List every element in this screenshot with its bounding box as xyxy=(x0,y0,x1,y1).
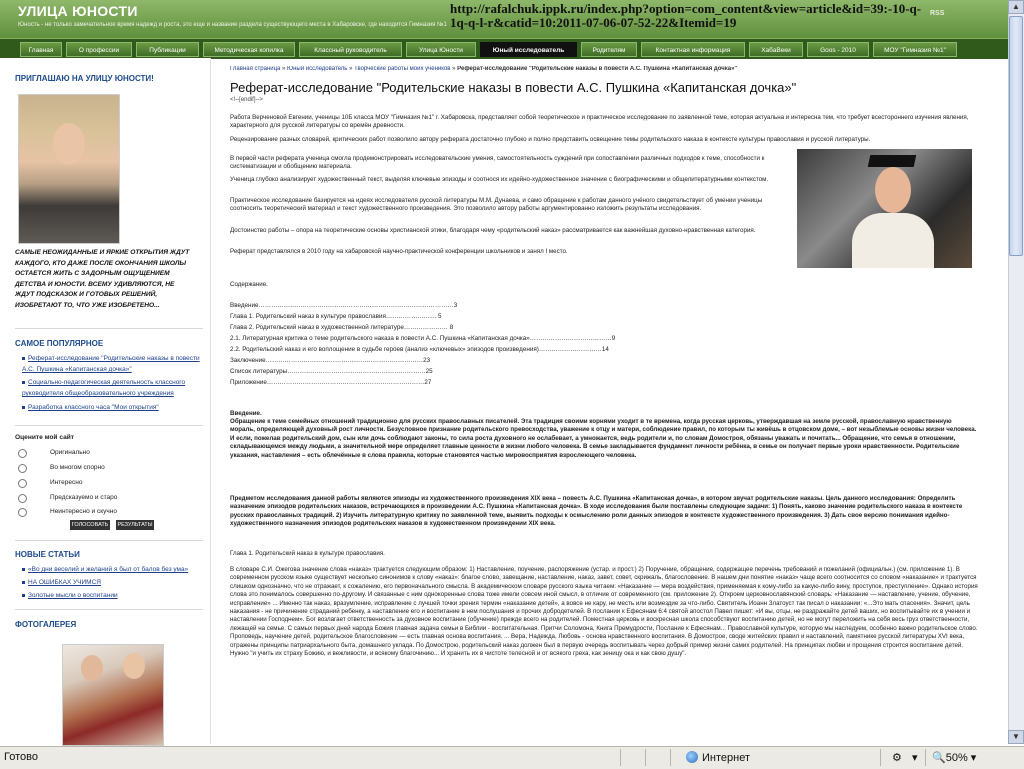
portrait-face xyxy=(53,123,85,165)
globe-icon xyxy=(686,751,698,763)
breadcrumb-item[interactable]: Юный исследователь xyxy=(287,66,348,72)
rss-label[interactable]: RSS xyxy=(930,10,945,17)
new-article-link-2[interactable]: НА ОШИБКАХ УЧИМСЯ xyxy=(22,577,202,588)
scrollbar-thumb[interactable] xyxy=(1009,16,1023,256)
invite-heading: ПРИГЛАШАЮ НА УЛИЦУ ЮНОСТИ! xyxy=(15,74,154,83)
new-articles-heading: НОВЫЕ СТАТЬИ xyxy=(15,550,80,559)
article-title: Реферат-исследование "Родительские наказы в повести А.С. Пушкина «Капитанская дочка»" xyxy=(230,80,797,95)
divider xyxy=(620,749,621,766)
sidebar-quote: САМЫЕ НЕОЖИДАННЫЕ И ЯРКИЕ ОТКРЫТИЯ ЖДУТ КАЖДОГО, КТО ДАЖЕ ПОСЛЕ ОКОНЧАНИЯ ШКОЛЫ ОСТАЕТСЯ ЖИТЬ С ЗАДОРНЫМ ОЩУЩЕНИЕМ ДЕТСТВА И ЮНОСТИ. ВСЕМУ УДИВЛЯЮТСЯ, НЕ ЖДУТ ПОДСКАЗОК И ГОТОВЫХ РЕШЕНИЙ, ИЗОБРЕТАЮТ ТО, ЧТО УЖЕ ИЗОБРЕТЕНО... xyxy=(15,249,190,309)
chapter-text: В словаре С.И. Ожегова значение слова «наказ» трактуется следующим образом: 1) Наставление, поучение, распоряжение (устар. и прост.) 2) Поручение, обращение, содержащее перечень требований и пожеланий (официальн.) (см. приложение 1). В современном русском языке существует несколько синонимов к слову «наказ»: благое слово, завещание, наставление, наказ, завет, совет, скрижаль, благословение. В нашем дни понятие «наказ» чаще всего соотносится со словом «наказание» и трактуется слишком однозначно, что не отражает, к сожалению, его первоначального смысла. В академическом словаре русского языка читаем: «Наказание — мера воздействия, применяемая к кому-либо за какую-либо вину, проступок, преступление». Однако история слова это понималось совершенно по-другому. И связанные с ним однокоренные слова тоже имели совсем иной смысл, в отличие от современного (см. приложение 2). Откроем церковнославянский словарь: «Наказание — наставление, учение, обучение, исправление» ... Именно так наказ, вразумление, исправление с лучшей точки зрения термин «наказание детей», а вовсе не кару, не месть или возмездие за что-либо. Святитель Иоанн Златоуст так писал о наказании: «...Это мать спасения». Значит, цель наказания - не причинение страданий ребенку, а наставление его и воспитание в нем послушания и прочих добродетелей. В послании к Ефесянам 6:4 святой апостол Павел пишет: «И вы, отцы, не раздражайте детей ваших, но воспитывайте их в учении и наставлении Господнем». Бог возлагает ответственность за духовное воспитание (обучение) прежде всего на родителей. Поместная церковь и воскресная школа способствуют воспитанию детей, но не могут переложить на себя весь груз ответственности, лежащей на семье. С самых первых дней народа Божия главная задача семьи в Библии - воспитательная. Притчи Соломона, Книга Премудрости, Послание к Ефесянам... Православной культуре, которую мы наследуем, особенно важно родительское слово. Проповедь, научение детей, родительское благословение — есть главная основа воспитания. ... Вера, Надежда, Любовь - основа нравственного воспитания. В Домострое, своде житейских правил и наставлений, памятнике русской литературы XVI века, отражены принципы патриархального быта, домашнего уклада. По Домострою, родительский наказ должен был в первую очередь воспитывать через добрый пример жизни самих родителей. На принципах любви и прощения строится воспитание детей. Нужно "и учить их страху Божию, и вежливости, и всякому благочинию... И хранить их в чистоте телесной и от всякого греха, как зеницу ока и как свою душу". xyxy=(230,566,978,658)
main-nav xyxy=(0,38,1024,59)
research-goal-text: Предметом исследования данной работы являются эпизоды из художественного произведения XIX века – повесть А.С. Пушкина «Капитанская дочка», в котором звучат родительские наказы. Цель данного исследования: Определить назначение эпизодов родительских наказов, встречающихся в произведении А.С. Пушкина «Капитанская дочка». В ходе исследования были поставлены следующие задачи: 1) Понять, каково значение родительского наказа в контексте русских православных традиций. 2) Изучить литературную критику по заявленной теме, выявить подходы к осмыслению роли данных эпизодов в контексте художественного произведения. 3) Дать свое версию понимания идейно-художественного назначения эпизодов родительских наказов в художественном произведении XIX века. xyxy=(230,495,963,528)
new-article-link-1[interactable]: «Во дни веселий и желаний я был от балов без ума» xyxy=(22,564,202,575)
nav-tab-methods[interactable]: Методическая копилка xyxy=(203,42,295,57)
intro-paragraph: Работа Верченовой Евгении, ученицы 10Б класса МОУ "Гимназия №1" г. Хабаровска, представляет собой теоретическое и практическое исследование по заявленной теме, которая актуальна и интересна тем, что требует всестороннего изучения явления, характерного для русской литературы со времён древности. xyxy=(230,114,969,130)
nav-tab-contacts[interactable]: Контактная информация xyxy=(641,42,745,57)
graduate-photo xyxy=(797,149,972,268)
toc-item: Приложение…………………………………………………………………27 xyxy=(230,379,432,386)
dropdown-arrow-icon[interactable]: ▾ xyxy=(912,752,918,764)
breadcrumb: Главная страница » Юный исследователь » Творческие работы моих учеников » Реферат-исследование "Родительские наказы в повести А.С. Пушкина «Капитанская дочка»" xyxy=(230,66,738,72)
nav-tab-profession[interactable]: О профессии xyxy=(66,42,132,57)
zone-label: Интернет xyxy=(702,752,750,764)
radio-icon[interactable] xyxy=(18,508,27,517)
radio-icon[interactable] xyxy=(18,449,27,458)
internet-zone xyxy=(686,751,750,764)
body-paragraph: Ученица глубоко анализирует художественный текст, выделяя ключевые эпизоды и соотнося их идейно-художественное значение с биографическими и общелитературными контекстом. xyxy=(230,176,769,183)
divider xyxy=(15,540,203,541)
toc-item: Глава 1. Родительский наказ в культуре православия…………………… 5 xyxy=(230,313,442,320)
site-title[interactable]: УЛИЦА ЮНОСТИ xyxy=(18,3,138,19)
toc-heading: Содержание. xyxy=(230,281,268,288)
toc-item: Глава 2. Родительский наказ в художественной литературе………………… 8 xyxy=(230,324,454,331)
teacher-portrait xyxy=(18,94,120,244)
body-paragraph: Достоинство работы – опора на теоретические основы христианской этики, благодаря чему «родительский наказ» рассматривается как важнейшая духовно-нравственная категория. xyxy=(230,227,756,234)
magnifier-icon: 🔍 xyxy=(932,752,946,764)
toc-item: Введение…………………………………………………………………………………3 xyxy=(230,302,458,309)
divider xyxy=(15,609,203,610)
popular-link-2[interactable]: Социально-педагогическая деятельность классного руководителя общеобразовательного учреждения xyxy=(22,377,202,399)
vote-button[interactable]: ГОЛОСОВАТЬ xyxy=(71,522,109,528)
nav-tab-publications[interactable]: Публикации xyxy=(136,42,199,57)
status-text: Готово xyxy=(4,751,38,763)
toc-item: 2.1. Литературная критика о теме родительского наказа в повести А.С. Пушкина «Капитанская дочка»…………………………………9 xyxy=(230,335,616,342)
toc-item: Список литературы…………………………………………………………25 xyxy=(230,368,433,375)
nav-tab-gymnasium[interactable]: МОУ "Гимназия №1" xyxy=(873,42,957,57)
results-button[interactable]: РЕЗУЛЬТАТЫ xyxy=(117,522,153,528)
gallery-heading: ФОТОГАЛЕРЕЯ xyxy=(15,620,77,629)
nav-tab-youth-street[interactable]: Улица Юности xyxy=(406,42,476,57)
url-overlay-text: http://rafalchuk.ippk.ru/index.php?option=com_content&view=article&id=39:-10-q-1q-q-l-r&catid=10:2011-07-06-07-52-22&Itemid=19 xyxy=(450,1,922,30)
breadcrumb-current: Реферат-исследование "Родительские наказы в повести А.С. Пушкина «Капитанская дочка»" xyxy=(457,66,738,72)
radio-icon[interactable] xyxy=(18,494,27,503)
nav-tab-khabaveki[interactable]: ХабаВеки xyxy=(749,42,803,57)
popular-link-1[interactable]: Реферат-исследование "Родительские наказы в повести А.С. Пушкина «Капитанская дочка»" xyxy=(22,353,202,375)
new-article-link-3[interactable]: Золотые мысли о воспитании xyxy=(22,590,202,601)
nav-tab-home[interactable]: Главная xyxy=(20,42,62,57)
divider xyxy=(15,425,203,426)
radio-icon[interactable] xyxy=(18,464,27,473)
toc-item: 2.2. Родительский наказ и его воплощение в судьбе героев (анализ «ключевых» эпизодов произведения)…………………………14 xyxy=(230,346,609,353)
breadcrumb-item[interactable]: Творческие работы моих учеников xyxy=(354,66,451,72)
divider xyxy=(925,749,926,766)
body-paragraph: Практическое исследование базируется на идеях исследователя русской литературы М.М. Дунаева, и само обращение к работам данного учёного свидетельствует об умении ученицы соотносить теоретический материал и текст художественного произведения. Это позволило автору работы аргументированно изложить результаты исследования. xyxy=(230,197,763,213)
body-paragraph: Реферат представлялся в 2010 году на хабаровской научно-практической конференции школьников и занял I место. xyxy=(230,248,568,255)
zoom-level: 50% xyxy=(945,752,968,764)
divider xyxy=(880,749,881,766)
radio-icon[interactable] xyxy=(18,479,27,488)
divider xyxy=(15,328,203,329)
poll-question: Оцените мой сайт xyxy=(15,434,75,441)
nav-tab-class-teacher[interactable]: Классный руководитель xyxy=(299,42,402,57)
popular-link-3[interactable]: Разработка классного часа "Мои открытия" xyxy=(22,402,202,413)
site-header xyxy=(0,0,1024,38)
scroll-up-arrow-icon[interactable]: ▲ xyxy=(1008,0,1024,14)
graduate-gown xyxy=(852,213,934,268)
divider xyxy=(645,749,646,766)
divider xyxy=(670,749,671,766)
introduction-text: Обращение к теме семейных отношений традиционно для русских православных писателей. Эта традиция своими корнями уходит в те времена, когда русская церковь, утверждавшая на земле русской, православную нравственную мораль, определяющей духовный рост личности. Безусловное признание родительского превосходства, уважение к отцу и матери, соблюдение правил, по которым ты живёшь в отцовском доме, – вот незыблемые основы жизни человека. И если, пожелав родительский дом, сын или дочь соблюдают законы, то сила роста духовного не ослабевает, а умножается, ведь родители и, по словам Домостроя, обязаны уважать и почитать... Обращение, что семья в отношении, складывающемся между людьми, а значительной мере определяет главные ценности в жизни любого человека. В семье закладывается фундамент личности ребёнка, в семье он получает первые уроки нравственности. Родительские указания, наставления – есть облечённые в слова правила, которые становятся частью мировосприятия взрослеющего человека. xyxy=(230,418,977,459)
browser-status-bar xyxy=(0,746,1024,769)
chapter-heading: Глава 1. Родительский наказ в культуре православия. xyxy=(230,550,385,557)
protected-mode-icon[interactable]: ⚙ xyxy=(892,752,902,764)
graduate-face xyxy=(875,167,911,213)
zoom-control[interactable]: 🔍50% ▾ xyxy=(932,752,977,764)
intro-paragraph-2: Рецензирование разных словарей, критических работ позволило автору реферата достаточно глубоко и полно представить освещение темы родительского наказа в контексте культуры православия и русской литературы. xyxy=(230,136,871,143)
introduction-heading: Введение. xyxy=(230,410,262,417)
gallery-face-1 xyxy=(81,655,103,681)
body-paragraph: В первой части реферата ученица смогла продемонстрировать исследовательские умения, самостоятельность суждений при сопоставлении различных подходов к теме, способности к систематизации и обобщению материала. xyxy=(230,155,765,171)
toc-item: Заключение…………………………………………………………………23 xyxy=(230,357,431,364)
breadcrumb-item[interactable]: Главная страница xyxy=(230,66,281,72)
nav-tab-young-researcher[interactable]: Юный исследователь xyxy=(480,42,577,57)
graduate-cap xyxy=(868,155,917,167)
popular-heading: САМОЕ ПОПУЛЯРНОЕ xyxy=(15,339,104,348)
article-tag-line: <!--[endif]--> xyxy=(230,97,264,103)
sidebar: ПРИГЛАШАЮ НА УЛИЦУ ЮНОСТИ! САМЫЕ НЕОЖИДАННЫЕ И ЯРКИЕ ОТКРЫТИЯ ЖДУТ КАЖДОГО, КТО ДАЖЕ ПОСЛЕ ОКОНЧАНИЯ ШКОЛЫ ОСТАЕТСЯ ЖИТЬ С ЗАДОРНЫМ ОЩУЩЕНИЕМ ДЕТСТВА И ЮНОСТИ. ВСЕМУ УДИВЛЯЮТСЯ, НЕ ЖДУТ ПОДСКАЗОК И ГОТОВЫХ РЕШЕНИЙ, ИЗОБРЕТАЮТ ТО, ЧТО УЖЕ ИЗОБРЕТЕНО... САМОЕ ПОПУЛЯРНОЕ Реферат-исследование "Родительские наказы в повести А.С. Пушкина «Капитанская дочка»" Социально-педагогическая деятельность классного руководителя общеобразовательного учреждения Разработка классного часа "Мои открытия" Оцените мой сайт Оригинально Во многом спорно Интересно Предсказуемо и старо Неинтересно и скучно ГОЛОСОВАТЬ РЕЗУЛЬТАТЫ НОВЫЕ СТАТЬИ «Во дни веселий и желаний я был от балов без ума» НА ОШИБКАХ УЧИМСЯ Золотые мысли о воспитании ФОТОГАЛЕРЕЯ xyxy=(0,58,211,744)
gallery-photo[interactable] xyxy=(62,644,164,746)
nav-tab-parents[interactable]: Родителям xyxy=(581,42,637,57)
scroll-down-arrow-icon[interactable]: ▼ xyxy=(1008,730,1024,744)
nav-tab-goos[interactable]: Goos - 2010 xyxy=(807,42,869,57)
gallery-face-2 xyxy=(123,653,145,679)
site-tagline: Юность - не только замечательное время надежд и роста, это еще и название раздела существующего места в Хабаровске, где находится Гимназия №1 xyxy=(18,22,447,28)
